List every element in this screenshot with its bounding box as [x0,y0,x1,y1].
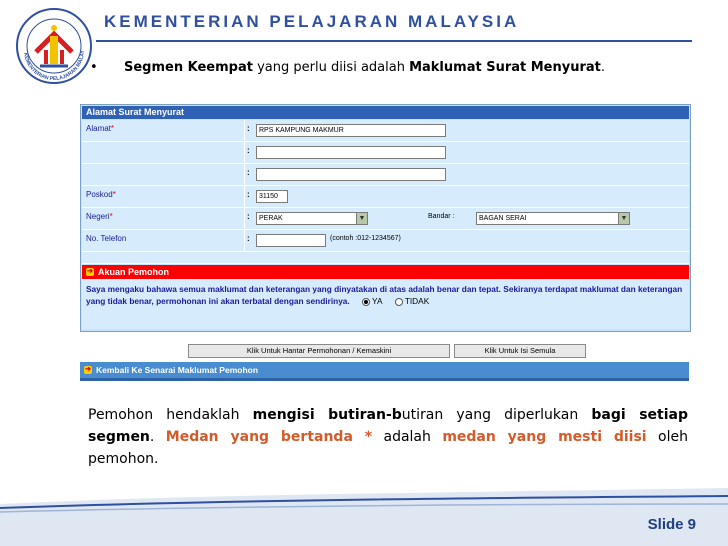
back-to-list-label: Kembali Ke Senarai Maklumat Pemohon [96,365,259,375]
section-header-alamat: Alamat Surat Menyurat [82,106,689,119]
header-title: KEMENTERIAN PELAJARAN MALAYSIA [104,12,520,31]
chevron-down-icon[interactable]: ▼ [356,213,367,224]
ministry-logo [14,6,94,86]
colon: : [247,124,250,133]
slide-number: Slide 9 [647,516,696,533]
declaration-text: Saya mengaku bahawa semua maklumat dan keterangan yang dinyatakan di atas adalah benar dan tepat. Sekiranya terdapat maklumat dan keterangan yang tidak benar, permohonan ini akan terbatal dengan sendirinya. [86,284,683,306]
para-b1: mengisi butiran-b [252,407,402,423]
alamat-input-1[interactable]: RPS KAMPUNG MAKMUR [256,124,446,137]
label-negeri [86,212,113,221]
para-t4: adalah [372,429,443,445]
negeri-select-value: PERAK [259,215,283,222]
column-divider [244,164,245,186]
button-row [80,336,689,360]
reset-button[interactable]: Klik Untuk Isi Semula [454,344,586,358]
bandar-select-value: BAGAN SERAI [479,215,527,222]
form-row-telefon [82,230,689,252]
section-header-akuan [82,265,689,279]
footer-wave [0,486,728,546]
form-row-negeri [82,208,689,230]
arrow-right-icon: ➔ [85,366,91,373]
required-mark: * [110,124,115,133]
column-divider [244,186,245,208]
arrow-right-icon: ➔ [87,268,93,275]
header-rule [96,40,692,42]
radio-ya[interactable] [362,298,370,306]
telefon-input[interactable] [256,234,326,247]
para-b2: bagi setiap segmen [88,407,689,445]
colon: : [247,190,250,199]
para-t3: . [149,429,166,445]
label-telefon: No. Telefon [86,234,127,243]
bullet-end: . [600,60,606,75]
label-poskod [86,190,116,199]
form-row-alamat-2 [82,142,689,164]
label-negeri-text: Negeri [86,212,110,221]
back-to-list-link[interactable] [80,362,689,378]
address-form [80,104,691,332]
label-poskod-text: Poskod [86,190,113,199]
radio-tidak-label: TIDAK [404,296,430,306]
chevron-down-icon[interactable]: ▼ [618,213,629,224]
negeri-select[interactable] [256,212,368,225]
alamat-input-3[interactable] [256,168,446,181]
label-bandar: Bandar : [428,213,455,220]
declaration-box [82,279,689,329]
label-alamat-text: Alamat [86,124,111,133]
form-row-spacer [82,252,689,264]
bullet-bold-segment: Segmen Keempat [124,60,253,75]
akuan-title: Akuan Pemohon [98,267,170,277]
required-mark: * [112,190,116,199]
instruction-paragraph [88,404,688,470]
para-r1: Medan yang bertanda * [165,429,373,445]
colon: : [247,212,250,221]
colon: : [247,146,250,155]
required-mark: * [109,212,113,221]
column-divider [244,142,245,164]
poskod-input[interactable]: 31150 [256,190,288,203]
column-divider [244,230,245,252]
colon: : [247,234,250,243]
column-divider [244,120,245,142]
submit-button[interactable]: Klik Untuk Hantar Permohonan / Kemaskini [188,344,450,358]
telefon-hint: (contoh :012-1234567) [330,235,401,242]
bullet-mid-text: yang perlu diisi adalah [252,60,410,75]
bandar-select[interactable] [476,212,630,225]
alamat-input-2[interactable] [256,146,446,159]
bullet-text [124,60,605,75]
bullet-symbol: • [90,60,98,75]
column-divider [244,208,245,230]
bullet-bold-maklumat: Maklumat Surat Menyurat [409,60,601,75]
form-row-alamat-3 [82,164,689,186]
para-t5: oleh pemohon. [88,429,688,467]
radio-ya-label: YA [372,296,383,306]
para-t2: utiran yang diperlukan [401,407,592,423]
form-row-alamat-1 [82,120,689,142]
form-row-poskod [82,186,689,208]
kembali-bottom-bar [80,378,689,381]
label-alamat [86,124,114,133]
radio-tidak[interactable] [395,298,403,306]
colon: : [247,168,250,177]
para-t1: Pemohon hendaklah [88,407,253,423]
para-r2: medan yang mesti diisi [442,429,647,445]
logo-text: KEMENTERIAN PELAJARAN MALAY [22,50,87,83]
